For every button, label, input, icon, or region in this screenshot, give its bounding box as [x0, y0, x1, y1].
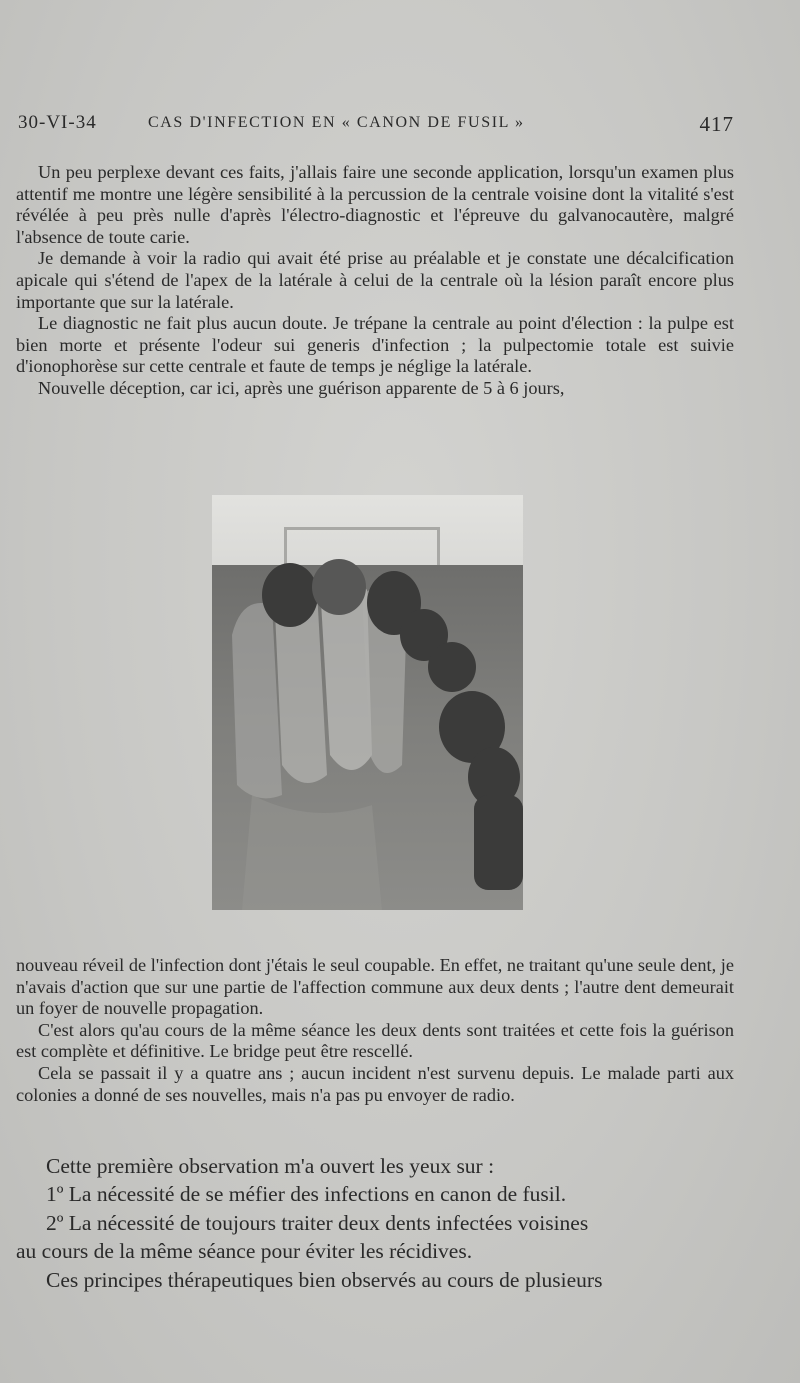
paragraph: Cela se passait il y a quatre ans ; aucun incident n'est survenu depuis. Le malade parti aux colonies a donné de ses nouvelles, mais n'a pas pu envoyer de radio. — [16, 1062, 734, 1105]
dental-radiograph-icon — [212, 495, 523, 910]
page-number: 417 — [699, 112, 734, 136]
paragraph: nouveau réveil de l'infection dont j'étais le seul coupable. En effet, ne traitant qu'une seule dent, je n'avais d'action que sur une partie de l'affection commune aux deux dents ; l'autre dent demeurait un foyer de nouvelle propagation. — [16, 955, 734, 1019]
conclusion-block — [16, 1152, 736, 1294]
paragraph: C'est alors qu'au cours de la même séance les deux dents sont traitées et cette fois la guérison est complète et définitive. Le bridge peut être rescellé. — [16, 1019, 734, 1062]
paragraph: Le diagnostic ne fait plus aucun doute. Je trépane la centrale au point d'élection : la pulpe est bien morte et présente l'odeur sui generis d'infection ; la pulpectomie totale est suivie d'ionophorèse sur cette centrale et faute de temps je néglige la latérale. — [16, 313, 734, 377]
text-block-bottom — [16, 955, 734, 1106]
radiograph-figure — [212, 495, 523, 910]
header-title: CAS D'INFECTION EN « CANON DE FUSIL » — [148, 114, 525, 131]
conclusion-item-2: 2º La nécessité de toujours traiter deux dents infectées voisines — [46, 1210, 589, 1235]
conclusion-item-2-continued: au cours de la même séance pour éviter les récidives. — [16, 1239, 473, 1264]
header-date: 30-VI-34 — [18, 112, 97, 133]
running-header — [18, 112, 734, 142]
paragraph: Je demande à voir la radio qui avait été prise au préalable et je constate une décalcification apicale qui s'étend de l'apex de la latérale à celui de la centrale où la lésion paraît encore plus importante que sur la latérale. — [16, 248, 734, 312]
paragraph: Un peu perplexe devant ces faits, j'allais faire une seconde application, lorsqu'un examen plus attentif me montre une légère sensibilité à la percussion de la centrale voisine dont la vitalité s'est révélée à peu près nulle d'après l'électro-diagnostic et l'épreuve du galvanocautère, malgré l'absence de toute carie. — [16, 162, 734, 247]
conclusion-item-1: 1º La nécessité de se méfier des infections en canon de fusil. — [46, 1182, 567, 1207]
conclusion-intro: Cette première observation m'a ouvert les yeux sur : — [46, 1154, 495, 1178]
text-block-top — [16, 162, 734, 400]
conclusion-last-line: Ces principes thérapeutiques bien observés au cours de plusieurs — [46, 1267, 603, 1292]
paragraph: Nouvelle déception, car ici, après une guérison apparente de 5 à 6 jours, — [38, 377, 565, 398]
